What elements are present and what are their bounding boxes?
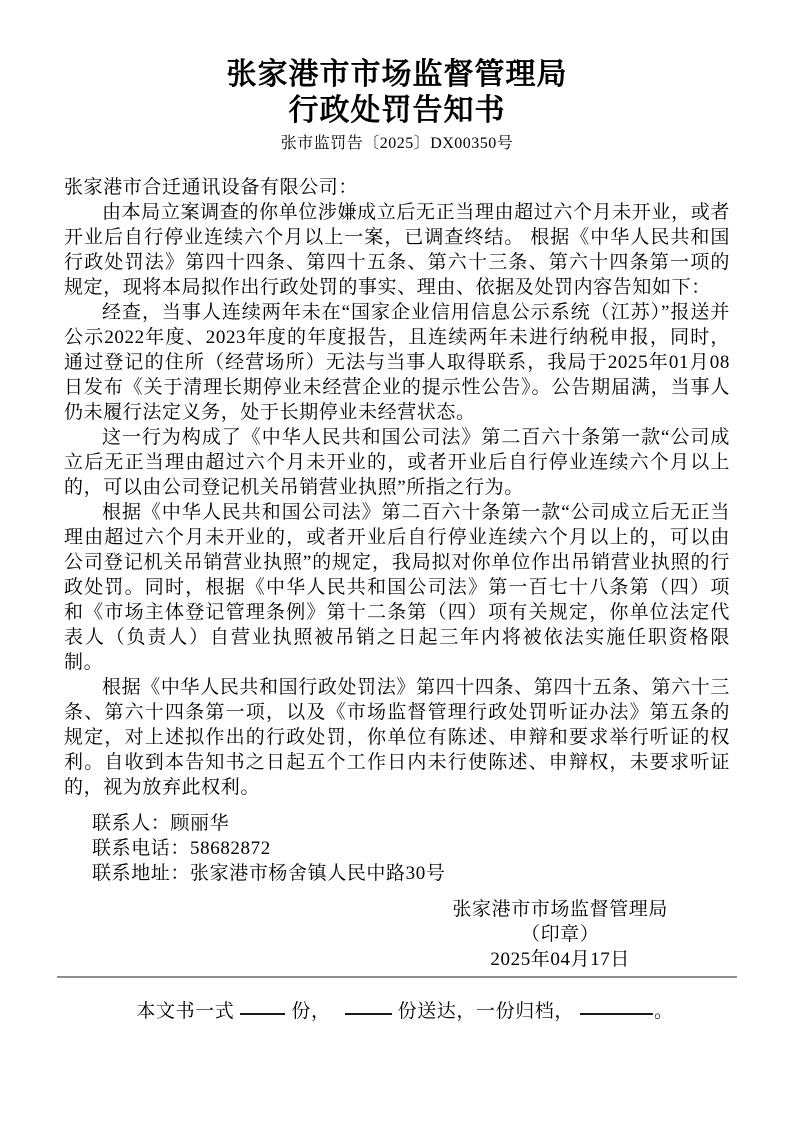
signature-date: 2025年04月17日 bbox=[490, 949, 630, 970]
contact-phone-line bbox=[92, 836, 730, 861]
divider-line bbox=[57, 976, 737, 978]
body-paragraph-4: 根据《中华人民共和国公司法》第二百六十条第一款“公司成立后无正当理由超过六个月未开业的，或者开业后自行停业连续六个月以上的，可以由公司登记机关吊销营业执照”的规定，我局拟对你单位作出吊销营业执照的行政处罚。同时，根据《中华人民共和国公司法》第一百七十八条第（四）项和《市场主体登记管理条例》第十二条第（四）项有关规定，你单位法定代表人（负责人）自营业执照被吊销之日起三年内将被依法实施任职资格限制。 bbox=[64, 502, 730, 673]
body-paragraph-1: 由本局立案调查的你单位涉嫌成立后无正当理由超过六个月未开业，或者开业后自行停业连续六个月以上一案，已调查终结。 根据《中华人民共和国行政处罚法》第四十四条、第四十五条、第六十三条、第六十四条第一项的规定，现将本局拟作出行政处罚的事实、理由、依据及处罚内容告知如下： bbox=[64, 202, 730, 298]
contact-address-value: 张家港市杨舍镇人民中路30号 bbox=[190, 863, 446, 884]
blank-copies-field bbox=[240, 1001, 285, 1015]
contact-address-line bbox=[92, 861, 730, 886]
blank-delivery-field bbox=[345, 1001, 392, 1015]
agency-title: 张家港市市场监督管理局 bbox=[226, 58, 568, 91]
footer-segment-4: 。 bbox=[654, 1001, 674, 1022]
contact-person-value: 顾丽华 bbox=[170, 813, 230, 834]
document-title: 行政处罚告知书 bbox=[288, 94, 506, 127]
contact-phone-value: 58682872 bbox=[190, 838, 271, 859]
signature-block bbox=[452, 897, 668, 972]
contact-block bbox=[64, 811, 730, 886]
contact-phone-label: 联系电话： bbox=[92, 838, 191, 859]
signature-agency: 张家港市市场监督管理局 bbox=[452, 899, 668, 920]
footer-segment-1: 本文书一式 bbox=[136, 1001, 235, 1022]
blank-note-field bbox=[580, 1001, 653, 1015]
recipient-line: 张家港市合迁通讯设备有限公司： bbox=[64, 177, 359, 198]
contact-person-line bbox=[92, 811, 730, 836]
body-paragraph-5: 根据《中华人民共和国行政处罚法》第四十四条、第四十五条、第六十三条、第六十四条第一项，以及《市场监督管理行政处罚听证办法》第五条的规定，对上述拟作出的行政处罚，你单位有陈述、申辩和要求举行听证的权利。自收到本告知书之日起五个工作日内未行使陈述、申辩权，未要求听证的，视为放弃此权利。 bbox=[64, 677, 730, 798]
document-number: 张市监罚告〔2025〕DX00350号 bbox=[280, 135, 514, 152]
document-body bbox=[64, 175, 730, 800]
body-paragraph-3: 这一行为构成了《中华人民共和国公司法》第二百六十条第一款“公司成立后无正当理由超过六个月未开业的，或者开业后自行停业连续六个月以上的，可以由公司登记机关吊销营业执照”所指之行为。 bbox=[64, 427, 730, 498]
footer-line bbox=[64, 999, 730, 1024]
footer-segment-2: 份， bbox=[291, 1001, 331, 1022]
contact-address-label: 联系地址： bbox=[92, 863, 191, 884]
signature-seal: （印章） bbox=[520, 924, 600, 945]
footer-segment-3: 份送达，一份归档， bbox=[397, 1001, 574, 1022]
body-paragraph-2: 经查，当事人连续两年未在“国家企业信用信息公示系统（江苏）”报送并公示2022年度、2023年度的年度报告，且连续两年未进行纳税申报，同时，通过登记的住所（经营场所）无法与当事人取得联系，我局于2025年01月08日发布《关于清理长期停业未经营企业的提示性公告》。公告期届满，当事人仍未履行法定义务，处于长期停业未经营状态。 bbox=[64, 302, 730, 423]
contact-person-label: 联系人： bbox=[92, 813, 171, 834]
